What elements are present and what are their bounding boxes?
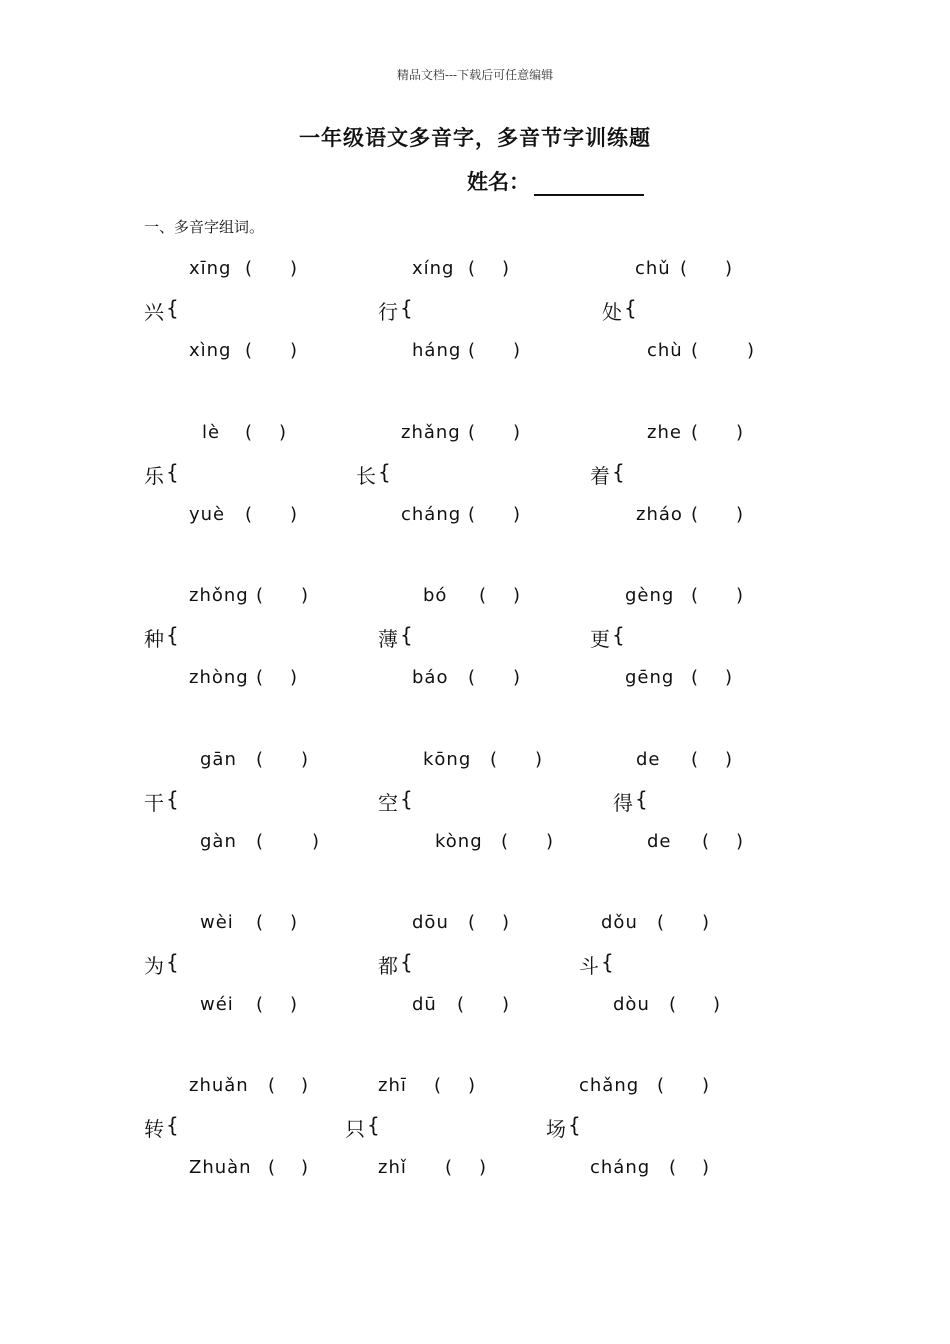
polyphonic-character: 斗 xyxy=(579,954,599,978)
pinyin-bottom: gēng xyxy=(625,667,675,688)
answer-close-paren: ) xyxy=(290,912,298,933)
answer-open-paren[interactable]: ( xyxy=(245,422,253,443)
pinyin-top: zhuǎn xyxy=(189,1075,249,1096)
answer-close-paren: ) xyxy=(736,585,744,606)
pinyin-bottom: zhǐ xyxy=(378,1157,407,1178)
polyphonic-character: 为 xyxy=(144,954,164,978)
answer-open-paren[interactable]: ( xyxy=(691,340,699,361)
polyphonic-character: 更 xyxy=(590,627,610,651)
answer-open-paren[interactable]: ( xyxy=(468,258,476,279)
answer-close-paren: ) xyxy=(290,667,298,688)
answer-close-paren: ) xyxy=(535,749,543,770)
answer-close-paren: ) xyxy=(513,504,521,525)
brace-symbol: { xyxy=(601,950,614,974)
pinyin-top: zhī xyxy=(378,1075,407,1096)
brace-symbol: { xyxy=(400,296,413,320)
answer-open-paren[interactable]: ( xyxy=(657,1075,665,1096)
answer-open-paren[interactable]: ( xyxy=(256,585,264,606)
polyphonic-character: 着 xyxy=(590,464,610,488)
pinyin-top: gèng xyxy=(625,585,675,606)
answer-open-paren[interactable]: ( xyxy=(256,994,264,1015)
answer-open-paren[interactable]: ( xyxy=(434,1075,442,1096)
brace-symbol: { xyxy=(367,1113,380,1137)
polyphonic-character: 兴 xyxy=(144,300,164,324)
pinyin-top: lè xyxy=(202,422,221,443)
pinyin-bottom: dòu xyxy=(613,994,650,1015)
answer-close-paren: ) xyxy=(312,831,320,852)
pinyin-bottom: yuè xyxy=(189,504,226,525)
pinyin-bottom: zhòng xyxy=(189,667,249,688)
answer-open-paren[interactable]: ( xyxy=(256,831,264,852)
answer-open-paren[interactable]: ( xyxy=(256,749,264,770)
brace-symbol: { xyxy=(166,950,179,974)
brace-symbol: { xyxy=(400,623,413,647)
answer-close-paren: ) xyxy=(725,258,733,279)
polyphonic-character: 处 xyxy=(602,300,622,324)
answer-close-paren: ) xyxy=(702,912,710,933)
polyphonic-character: 长 xyxy=(356,464,376,488)
brace-symbol: { xyxy=(166,460,179,484)
pinyin-bottom: wéi xyxy=(200,994,234,1015)
polyphonic-character: 种 xyxy=(144,627,164,651)
answer-close-paren: ) xyxy=(502,994,510,1015)
answer-close-paren: ) xyxy=(502,912,510,933)
pinyin-top: xíng xyxy=(412,258,455,279)
answer-open-paren[interactable]: ( xyxy=(691,585,699,606)
answer-close-paren: ) xyxy=(513,340,521,361)
answer-open-paren[interactable]: ( xyxy=(669,1157,677,1178)
answer-open-paren[interactable]: ( xyxy=(468,422,476,443)
name-label: 姓名： xyxy=(467,170,530,194)
answer-close-paren: ) xyxy=(702,1075,710,1096)
answer-close-paren: ) xyxy=(736,504,744,525)
answer-open-paren[interactable]: ( xyxy=(256,912,264,933)
answer-close-paren: ) xyxy=(301,1075,309,1096)
name-field xyxy=(467,166,644,196)
answer-close-paren: ) xyxy=(502,258,510,279)
pinyin-bottom: dū xyxy=(412,994,437,1015)
brace-symbol: { xyxy=(635,787,648,811)
answer-close-paren: ) xyxy=(736,422,744,443)
pinyin-bottom: Zhuàn xyxy=(189,1157,252,1178)
brace-symbol: { xyxy=(624,296,637,320)
pinyin-bottom: gàn xyxy=(200,831,237,852)
answer-open-paren[interactable]: ( xyxy=(691,667,699,688)
pinyin-top: chǎng xyxy=(579,1075,640,1096)
polyphonic-character: 干 xyxy=(144,791,164,815)
answer-close-paren: ) xyxy=(301,585,309,606)
answer-close-paren: ) xyxy=(736,831,744,852)
pinyin-bottom: cháng xyxy=(401,504,462,525)
answer-close-paren: ) xyxy=(713,994,721,1015)
pinyin-bottom: háng xyxy=(412,340,462,361)
answer-close-paren: ) xyxy=(290,340,298,361)
answer-close-paren: ) xyxy=(290,504,298,525)
answer-open-paren[interactable]: ( xyxy=(691,749,699,770)
answer-close-paren: ) xyxy=(468,1075,476,1096)
answer-close-paren: ) xyxy=(702,1157,710,1178)
brace-symbol: { xyxy=(166,296,179,320)
answer-close-paren: ) xyxy=(301,749,309,770)
answer-open-paren[interactable]: ( xyxy=(245,504,253,525)
answer-open-paren[interactable]: ( xyxy=(479,585,487,606)
answer-open-paren[interactable]: ( xyxy=(691,504,699,525)
brace-symbol: { xyxy=(166,623,179,647)
answer-close-paren: ) xyxy=(290,994,298,1015)
answer-close-paren: ) xyxy=(725,749,733,770)
pinyin-bottom: de xyxy=(647,831,672,852)
answer-open-paren[interactable]: ( xyxy=(490,749,498,770)
brace-symbol: { xyxy=(400,787,413,811)
answer-open-paren[interactable]: ( xyxy=(457,994,465,1015)
pinyin-bottom: kòng xyxy=(435,831,483,852)
answer-open-paren[interactable]: ( xyxy=(268,1075,276,1096)
pinyin-bottom: báo xyxy=(412,667,449,688)
polyphonic-character: 乐 xyxy=(144,464,164,488)
brace-symbol: { xyxy=(568,1113,581,1137)
pinyin-top: zhe xyxy=(647,422,682,443)
answer-open-paren[interactable]: ( xyxy=(268,1157,276,1178)
polyphonic-character: 只 xyxy=(345,1117,365,1141)
answer-close-paren: ) xyxy=(747,340,755,361)
answer-open-paren[interactable]: ( xyxy=(245,340,253,361)
pinyin-top: gān xyxy=(200,749,237,770)
answer-open-paren[interactable]: ( xyxy=(245,258,253,279)
answer-open-paren[interactable]: ( xyxy=(669,994,677,1015)
answer-close-paren: ) xyxy=(546,831,554,852)
pinyin-top: zhǒng xyxy=(189,585,249,606)
answer-close-paren: ) xyxy=(513,422,521,443)
pinyin-bottom: chù xyxy=(647,340,683,361)
pinyin-bottom: zháo xyxy=(636,504,683,525)
brace-symbol: { xyxy=(378,460,391,484)
answer-close-paren: ) xyxy=(513,667,521,688)
polyphonic-character: 都 xyxy=(378,954,398,978)
brace-symbol: { xyxy=(400,950,413,974)
answer-open-paren[interactable]: ( xyxy=(445,1157,453,1178)
polyphonic-character: 空 xyxy=(378,791,398,815)
answer-open-paren[interactable]: ( xyxy=(702,831,710,852)
polyphonic-character: 行 xyxy=(378,300,398,324)
polyphonic-character: 场 xyxy=(546,1117,566,1141)
pinyin-top: xīng xyxy=(189,258,232,279)
pinyin-top: kōng xyxy=(423,749,472,770)
answer-close-paren: ) xyxy=(513,585,521,606)
pinyin-top: de xyxy=(636,749,661,770)
page-title: 一年级语文多音字，多音节字训练题 xyxy=(299,126,651,150)
answer-open-paren[interactable]: ( xyxy=(468,667,476,688)
brace-symbol: { xyxy=(166,1113,179,1137)
brace-symbol: { xyxy=(612,460,625,484)
pinyin-top: bó xyxy=(423,585,448,606)
pinyin-top: zhǎng xyxy=(401,422,461,443)
brace-symbol: { xyxy=(612,623,625,647)
name-blank-line[interactable] xyxy=(534,172,644,196)
answer-close-paren: ) xyxy=(479,1157,487,1178)
pinyin-top: dōu xyxy=(412,912,449,933)
pinyin-top: wèi xyxy=(200,912,234,933)
answer-close-paren: ) xyxy=(301,1157,309,1178)
answer-close-paren: ) xyxy=(725,667,733,688)
polyphonic-character: 转 xyxy=(144,1117,164,1141)
pinyin-bottom: xìng xyxy=(189,340,232,361)
brace-symbol: { xyxy=(166,787,179,811)
answer-open-paren[interactable]: ( xyxy=(501,831,509,852)
polyphonic-character: 薄 xyxy=(378,627,398,651)
answer-open-paren[interactable]: ( xyxy=(468,504,476,525)
polyphonic-character: 得 xyxy=(613,791,633,815)
answer-close-paren: ) xyxy=(290,258,298,279)
pinyin-top: dǒu xyxy=(601,912,638,933)
page-header: 精品文档---下载后可任意编辑 xyxy=(396,68,554,82)
section-heading: 一、多音字组词。 xyxy=(144,218,265,236)
pinyin-top: chǔ xyxy=(635,258,671,279)
answer-close-paren: ) xyxy=(279,422,287,443)
answer-open-paren[interactable]: ( xyxy=(256,667,264,688)
answer-open-paren[interactable]: ( xyxy=(680,258,688,279)
answer-open-paren[interactable]: ( xyxy=(657,912,665,933)
answer-open-paren[interactable]: ( xyxy=(691,422,699,443)
answer-open-paren[interactable]: ( xyxy=(468,912,476,933)
pinyin-bottom: cháng xyxy=(590,1157,651,1178)
answer-open-paren[interactable]: ( xyxy=(468,340,476,361)
